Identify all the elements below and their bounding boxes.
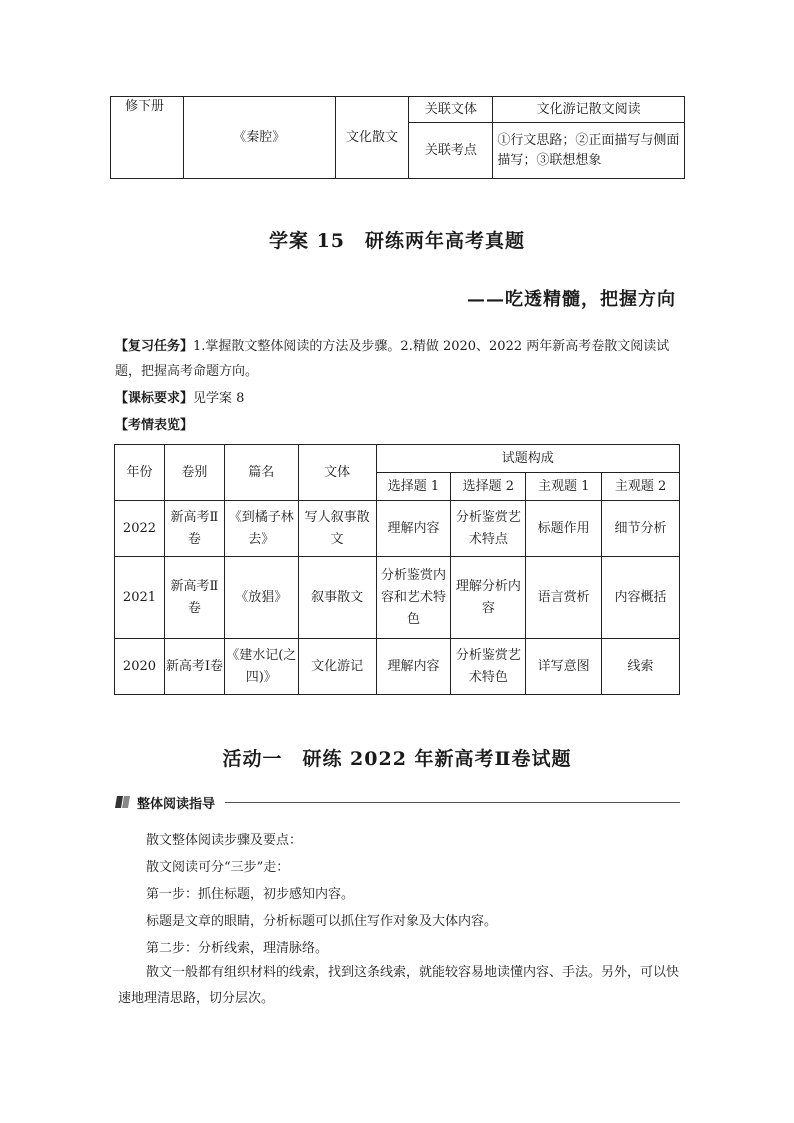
case-title: 学案 15 研练两年高考真题: [268, 230, 526, 252]
cell-genre: 写人叙事散文: [298, 501, 376, 557]
cell-q2: 理解分析内容: [451, 557, 526, 639]
textbook-volume-cell: 修下册: [111, 97, 184, 179]
related-point-label: 关联考点: [409, 123, 493, 179]
header-q3: 主观题 1: [526, 473, 602, 501]
cell-genre: 叙事散文: [298, 557, 376, 639]
case-subtitle: ——吃透精髓，把握方向: [467, 289, 676, 310]
standard-label: 【课标要求】: [115, 391, 194, 406]
overview-label: 【考情表览】: [115, 418, 194, 433]
review-task-paragraph: [115, 334, 683, 384]
cell-q1: 理解内容: [376, 501, 451, 557]
cell-paper: 新高考Ⅱ卷: [164, 557, 224, 639]
cell-q2: 分析鉴赏艺术特点: [451, 501, 526, 557]
body-line: 散文整体阅读步骤及要点：: [146, 833, 303, 848]
header-structure: 试题构成: [376, 445, 679, 473]
cell-paper: 新高考Ⅰ卷: [164, 639, 224, 695]
cell-q3: 标题作用: [526, 501, 602, 557]
cell-q1: 理解内容: [376, 639, 451, 695]
related-genre-value: 文化游记散文阅读: [493, 97, 685, 123]
cell-genre: 文化游记: [298, 639, 376, 695]
header-genre: 文体: [298, 445, 376, 501]
body-paragraph: 散文一般都有组织材料的线索，找到这条线索，就能较容易地读懂内容、手法。另外，可以快速地理清思路，切分层次。: [118, 965, 680, 1006]
cell-q3: 详写意图: [526, 639, 602, 695]
genre-cell: 文化散文: [335, 97, 409, 179]
header-q2: 选择题 2: [451, 473, 526, 501]
body-line: 标题是文章的眼睛，分析标题可以抓住写作对象及大体内容。: [146, 914, 498, 929]
header-q1: 选择题 1: [376, 473, 451, 501]
cell-article: 《放猖》: [224, 557, 298, 639]
review-task-text: 1.掌握散文整体阅读的方法及步骤。2.精做 2020、2022 两年新高考卷散文阅读试题，把握高考命题方向。: [115, 339, 670, 379]
cell-q2: 分析鉴赏艺术特色: [451, 639, 526, 695]
table-row: [115, 639, 680, 695]
header-article: 篇名: [224, 445, 298, 501]
divider: [225, 802, 680, 803]
table-row: [115, 501, 680, 557]
cell-year: 2022: [115, 501, 165, 557]
review-task-label: 【复习任务】: [115, 339, 194, 354]
table-row: [115, 557, 680, 639]
body-line: 第二步：分析线索，理清脉络。: [146, 941, 329, 956]
cell-year: 2021: [115, 557, 165, 639]
body-line: 第一步：抓住标题，初步感知内容。: [146, 887, 355, 902]
cell-q1: 分析鉴赏内容和艺术特色: [376, 557, 451, 639]
cell-q4: 内容概括: [602, 557, 680, 639]
related-genre-label: 关联文体: [409, 97, 493, 123]
bookmark-icon: [115, 795, 131, 809]
article-cell: 《秦腔》: [183, 97, 335, 179]
activity-title: 活动一 研练 2022 年新高考Ⅱ卷试题: [222, 748, 572, 770]
cell-q4: 线索: [602, 639, 680, 695]
cell-article: 《到橘子林去》: [224, 501, 298, 557]
body-line: 散文阅读可分“三步”走：: [146, 860, 290, 875]
standard-paragraph: [115, 386, 683, 411]
curriculum-table: [110, 96, 685, 179]
standard-text: 见学案 8: [193, 391, 245, 406]
exam-overview-table: [114, 444, 680, 695]
related-point-value: ①行文思路；②正面描写与侧面描写；③联想想象: [493, 123, 685, 179]
header-year: 年份: [115, 445, 165, 501]
guide-title: 整体阅读指导: [137, 793, 223, 812]
cell-q4: 细节分析: [602, 501, 680, 557]
cell-q3: 语言赏析: [526, 557, 602, 639]
guide-section-header: [115, 791, 680, 813]
header-q4: 主观题 2: [602, 473, 680, 501]
cell-paper: 新高考Ⅱ卷: [164, 501, 224, 557]
cell-year: 2020: [115, 639, 165, 695]
cell-article: 《建水记(之四)》: [224, 639, 298, 695]
header-paper: 卷别: [164, 445, 224, 501]
